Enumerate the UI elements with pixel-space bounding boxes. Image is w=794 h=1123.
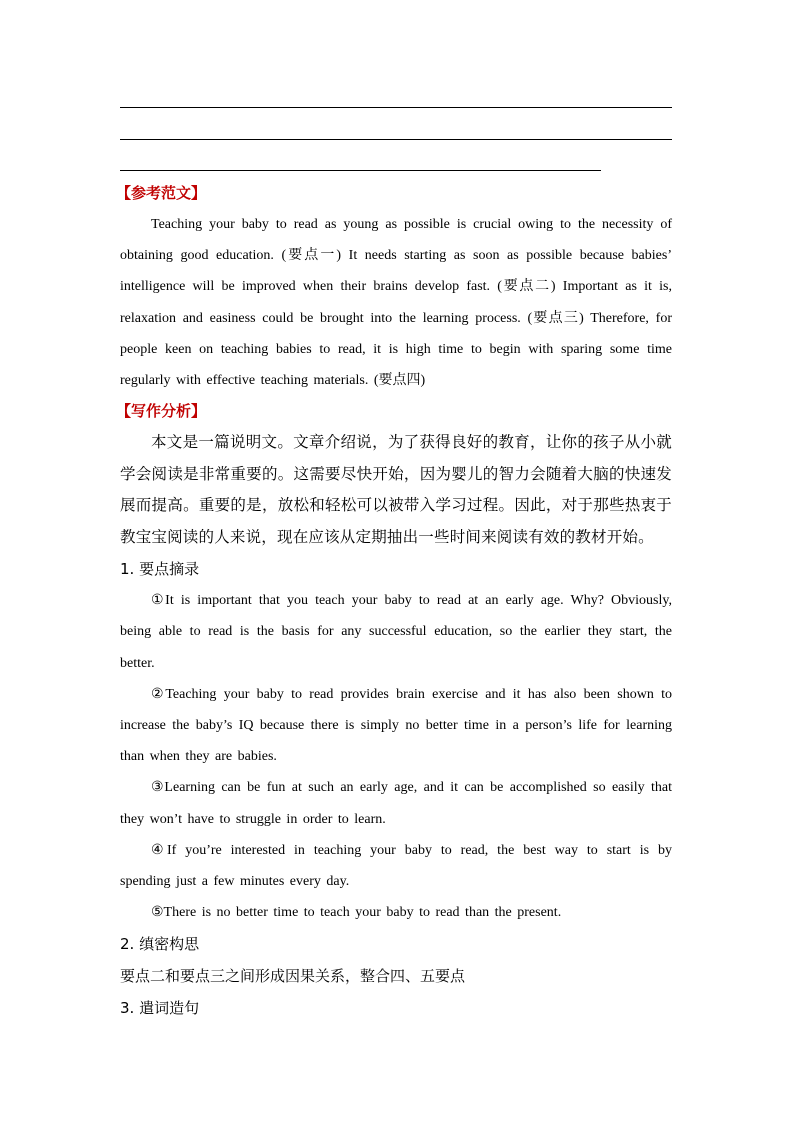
section-2-text: 要点二和要点三之间形成因果关系，整合四、五要点 bbox=[120, 967, 466, 986]
blank-answer-line-3 bbox=[120, 170, 601, 171]
model-essay-heading: 【参考范文】 bbox=[116, 184, 207, 202]
key-point-2: ②Teaching your baby to read provides brain exercise and it has also been shown to increase the baby’s IQ because there is simply no better time in a person’s life for learning than when they are babies. bbox=[120, 686, 672, 765]
key-point-3: ③Learning can be fun at such an early age, and it can be accomplished so easily that they won’t have to struggle in order to learn. bbox=[120, 780, 672, 827]
document-body bbox=[116, 178, 672, 1024]
blank-answer-line-1 bbox=[120, 107, 672, 108]
key-point-1: ①It is important that you teach your baby to read at an early age. Why? Obviously, being able to read is the basis for any successful education, so the earlier they start, the better. bbox=[120, 593, 672, 671]
model-essay-text: Teaching your baby to read as young as possible is crucial owing to the necessity of obtaining good education. (要点一) It needs starting as soon as possible because babies’ intelligence will be improved when their brains develop fast. (要点二) Important as it is, relaxation and easiness could be brought into the learning process. (要点三) Therefore, for people keen on teaching babies to read, it is high time to begin with sparing some time regularly with effective teaching materials. (要点四) bbox=[120, 217, 672, 389]
key-point-5: ⑤There is no better time to teach your baby to read than the present. bbox=[151, 905, 562, 921]
blank-answer-line-2 bbox=[120, 139, 672, 140]
writing-analysis-summary: 本文是一篇说明文。文章介绍说，为了获得良好的教育，让你的孩子从小就学会阅读是非常重要的。这需要尽快开始，因为婴儿的智力会随着大脑的快速发展而提高。重要的是，放松和轻松可以被带入学习过程。因此，对于那些热衷于教宝宝阅读的人来说，现在应该从定期抽出一些时间来阅读有效的教材开始。 bbox=[120, 433, 672, 546]
key-point-4: ④If you’re interested in teaching your baby to read, the best way to start is by spending just a few minutes every day. bbox=[120, 842, 672, 890]
writing-analysis-heading: 【写作分析】 bbox=[116, 402, 207, 421]
section-3-title: 3. 遣词造句 bbox=[120, 999, 200, 1018]
section-2-title: 2. 缜密构思 bbox=[120, 935, 200, 954]
section-1-title: 1. 要点摘录 bbox=[120, 560, 200, 579]
